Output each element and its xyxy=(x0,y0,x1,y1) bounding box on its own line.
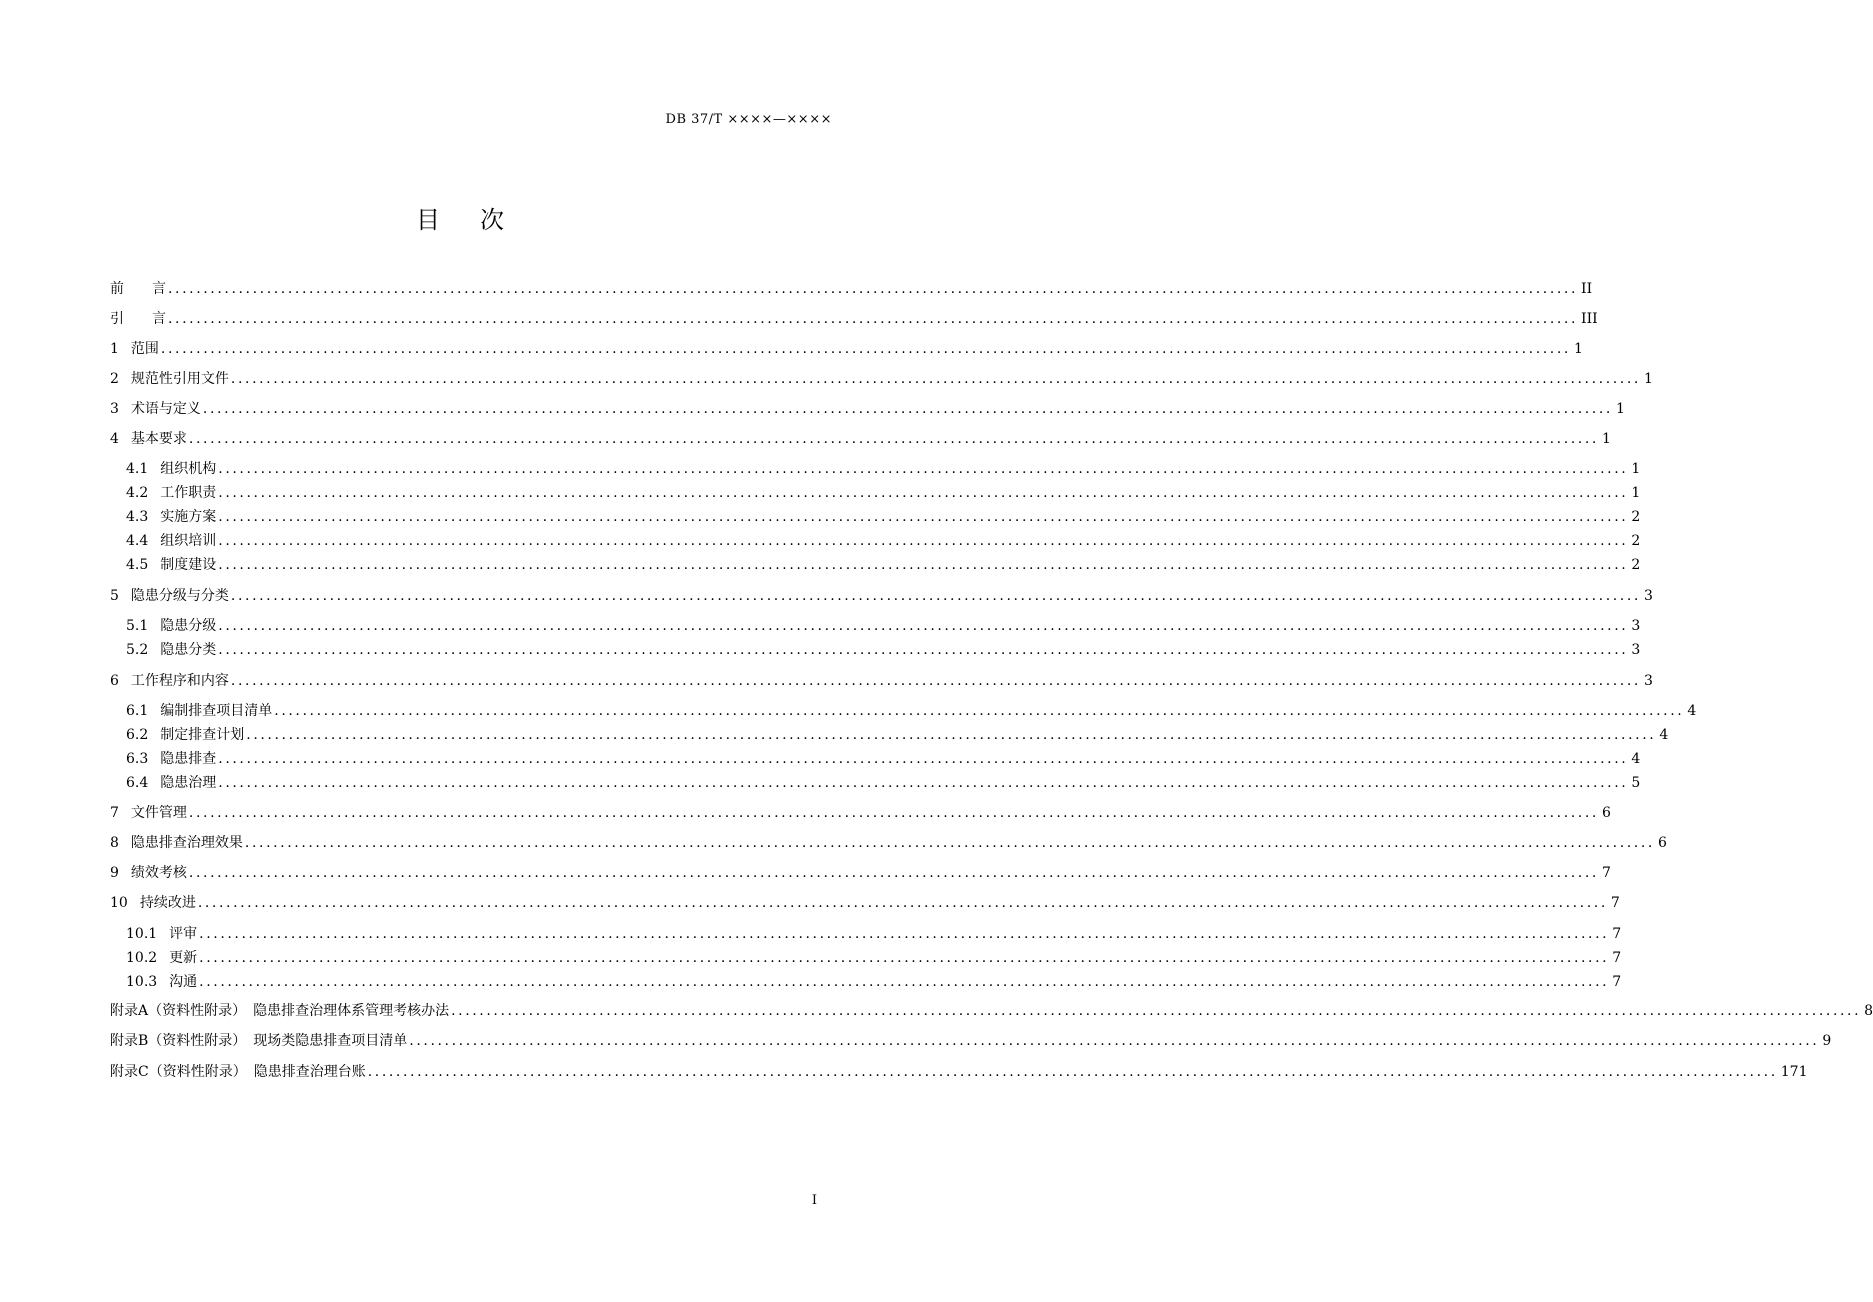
toc-dot-leader: ........................................................................................................................................................................................................ xyxy=(202,401,1613,417)
toc-dot-leader: ........................................................................................................................................................................................................ xyxy=(230,371,1641,387)
toc-entry[interactable] xyxy=(126,615,1641,637)
toc-entry-page: 3 xyxy=(1631,642,1641,658)
toc-entry[interactable] xyxy=(110,428,1611,450)
toc-dot-leader: ........................................................................................................................................................................................................ xyxy=(168,311,1579,327)
toc-dot-leader: ........................................................................................................................................................................................................ xyxy=(244,835,1655,851)
toc-entry-label: 绩效考核 xyxy=(130,865,187,881)
toc-entry-label: 隐患治理 xyxy=(160,775,217,791)
toc-entry-page: 171 xyxy=(1780,1064,1808,1080)
toc-entry-page: 1 xyxy=(1643,371,1653,387)
toc-entry[interactable] xyxy=(110,670,1653,692)
toc-entry-label: 术语与定义 xyxy=(130,401,201,417)
document-code: DB 37/T ××××—×××× xyxy=(665,112,832,127)
toc-entry[interactable] xyxy=(126,700,1697,722)
toc-entry-page: 2 xyxy=(1631,509,1641,525)
toc-entry[interactable] xyxy=(110,892,1620,914)
toc-entry-label: 前 言 xyxy=(110,281,166,297)
toc-entry-page: 1 xyxy=(1573,341,1583,357)
toc-entry-page: 4 xyxy=(1631,751,1641,767)
toc-entry[interactable] xyxy=(126,639,1641,661)
toc-entry-label: 隐患分级与分类 xyxy=(130,588,229,604)
toc-entry-page: 2 xyxy=(1631,533,1641,549)
toc-entry-label: 文件管理 xyxy=(130,805,187,821)
toc-entry-page: 4 xyxy=(1659,727,1669,743)
toc-entry-label: 更新 xyxy=(169,950,198,966)
toc-entry-number: 6.3 xyxy=(126,751,149,767)
toc-entry-label: 工作程序和内容 xyxy=(130,673,229,689)
toc-entry[interactable] xyxy=(110,802,1611,824)
toc-entry-page: III xyxy=(1581,311,1598,327)
toc-entry-number: 10.2 xyxy=(126,950,158,966)
toc-entry-page: 3 xyxy=(1631,618,1641,634)
toc-entry-number: 10.1 xyxy=(126,926,158,942)
toc-entry-label: 实施方案 xyxy=(160,509,217,525)
toc-entry-number: 10 xyxy=(110,895,128,911)
toc-entry-number: 4.3 xyxy=(126,509,149,525)
toc-dot-leader: ........................................................................................................................................................................................................ xyxy=(409,1033,1820,1049)
toc-dot-leader: ........................................................................................................................................................................................................ xyxy=(218,642,1629,658)
toc-entry-label: 组织机构 xyxy=(160,461,217,477)
toc-entry-number: 7 xyxy=(110,805,119,821)
toc-entry-label: 基本要求 xyxy=(130,431,187,447)
page-title: 目次 xyxy=(416,206,544,234)
toc-dot-leader: ........................................................................................................................................................................................................ xyxy=(188,805,1599,821)
toc-dot-leader: ........................................................................................................................................................................................................ xyxy=(218,533,1629,549)
toc-dot-leader: ........................................................................................................................................................................................................ xyxy=(218,461,1629,477)
toc-entry[interactable] xyxy=(126,482,1641,504)
toc-entry-number: 1 xyxy=(110,341,119,357)
toc-dot-leader: ........................................................................................................................................................................................................ xyxy=(160,341,1571,357)
toc-entry-number: 4.1 xyxy=(126,461,149,477)
toc-entry[interactable] xyxy=(126,458,1641,480)
toc-entry-number: 5.1 xyxy=(126,618,149,634)
toc-entry-page: 7 xyxy=(1610,895,1620,911)
toc-entry-number: 5 xyxy=(110,588,119,604)
toc-entry-page: 3 xyxy=(1643,588,1653,604)
toc-dot-leader: ........................................................................................................................................................................................................ xyxy=(218,618,1629,634)
toc-entry[interactable] xyxy=(110,368,1653,390)
toc-entry-page: 7 xyxy=(1601,865,1611,881)
toc-entry-page: 8 xyxy=(1864,1003,1873,1019)
toc-dot-leader: ........................................................................................................................................................................................................ xyxy=(168,281,1579,297)
toc-dot-leader: ........................................................................................................................................................................................................ xyxy=(230,673,1641,689)
toc-entry-page: 1 xyxy=(1615,401,1625,417)
toc-dot-leader: ........................................................................................................................................................................................................ xyxy=(199,950,1610,966)
toc-entry-number: 5.2 xyxy=(126,642,149,658)
toc-entry[interactable] xyxy=(110,832,1667,854)
toc-entry-page: 3 xyxy=(1643,673,1653,689)
toc-entry-label: 隐患分级 xyxy=(160,618,217,634)
toc-entry-number: 10.3 xyxy=(126,974,158,990)
toc-entry[interactable] xyxy=(110,278,1593,300)
toc-entry-page: 2 xyxy=(1631,557,1641,573)
toc-entry-number: 8 xyxy=(110,835,119,851)
toc-entry-page: 1 xyxy=(1631,485,1641,501)
toc-entry[interactable] xyxy=(110,1061,1808,1083)
toc-dot-leader: ........................................................................................................................................................................................................ xyxy=(246,727,1657,743)
toc-entry-number: 6 xyxy=(110,673,119,689)
toc-entry-number: 4.2 xyxy=(126,485,149,501)
toc-dot-leader: ........................................................................................................................................................................................................ xyxy=(188,865,1599,881)
toc-entry-page: 6 xyxy=(1601,805,1611,821)
toc-entry[interactable] xyxy=(126,506,1641,528)
toc-dot-leader: ........................................................................................................................................................................................................ xyxy=(197,895,1608,911)
toc-entry-page: 7 xyxy=(1612,950,1622,966)
toc-dot-leader: ........................................................................................................................................................................................................ xyxy=(367,1064,1778,1080)
toc-entry-label: 工作职责 xyxy=(160,485,217,501)
toc-entry-label: 范围 xyxy=(130,341,159,357)
toc-entry[interactable] xyxy=(110,308,1598,330)
toc-entry[interactable] xyxy=(126,923,1622,945)
toc-entry[interactable] xyxy=(110,338,1583,360)
page-number: I xyxy=(811,1193,817,1208)
toc-entry-page: 7 xyxy=(1612,974,1622,990)
toc-dot-leader: ........................................................................................................................................................................................................ xyxy=(218,775,1629,791)
toc-entry[interactable] xyxy=(110,398,1625,420)
toc-entry[interactable] xyxy=(110,1030,1832,1052)
toc-entry-label: 附录C（资料性附录） 隐患排查治理台账 xyxy=(110,1064,366,1080)
toc-entry-page: 4 xyxy=(1687,703,1697,719)
toc-entry-page: 5 xyxy=(1631,775,1641,791)
toc-entry-page: II xyxy=(1581,281,1593,297)
toc-entry[interactable] xyxy=(126,530,1641,552)
toc-dot-leader: ........................................................................................................................................................................................................ xyxy=(218,557,1629,573)
toc-entry-number: 6.1 xyxy=(126,703,149,719)
toc-dot-leader: ........................................................................................................................................................................................................ xyxy=(218,509,1629,525)
toc-entry-label: 隐患分类 xyxy=(160,642,217,658)
toc-entry-label: 制定排查计划 xyxy=(160,727,245,743)
toc-entry-number: 6.4 xyxy=(126,775,149,791)
toc-entry[interactable] xyxy=(126,748,1641,770)
toc-dot-leader: ........................................................................................................................................................................................................ xyxy=(199,974,1610,990)
toc-entry[interactable] xyxy=(126,724,1669,746)
toc-entry-number: 4 xyxy=(110,431,119,447)
toc-entry-number: 4.5 xyxy=(126,557,149,573)
toc-entry-label: 沟通 xyxy=(169,974,198,990)
toc-entry-page: 1 xyxy=(1631,461,1641,477)
toc-dot-leader: ........................................................................................................................................................................................................ xyxy=(451,1003,1862,1019)
toc-entry-page: 7 xyxy=(1612,926,1622,942)
toc-dot-leader: ........................................................................................................................................................................................................ xyxy=(218,485,1629,501)
toc-entry-label: 制度建设 xyxy=(160,557,217,573)
toc-entry-label: 附录B（资料性附录） 现场类隐患排查项目清单 xyxy=(110,1033,408,1049)
toc-entry-label: 编制排查项目清单 xyxy=(160,703,273,719)
toc-entry-label: 评审 xyxy=(169,926,198,942)
toc-entry-label: 组织培训 xyxy=(160,533,217,549)
toc-entry[interactable] xyxy=(126,947,1622,969)
toc-entry-page: 9 xyxy=(1822,1033,1832,1049)
toc-entry-page: 6 xyxy=(1657,835,1667,851)
toc-entry-number: 3 xyxy=(110,401,119,417)
toc-entry[interactable] xyxy=(110,585,1653,607)
toc-dot-leader: ........................................................................................................................................................................................................ xyxy=(188,431,1599,447)
toc-entry-label: 持续改进 xyxy=(139,895,196,911)
toc-entry-number: 9 xyxy=(110,865,119,881)
toc-entry[interactable] xyxy=(110,862,1611,884)
toc-entry[interactable] xyxy=(110,1000,1873,1022)
toc-entry[interactable] xyxy=(126,971,1622,993)
toc-entry-number: 6.2 xyxy=(126,727,149,743)
toc-entry[interactable] xyxy=(126,772,1641,794)
toc-entry-label: 隐患排查 xyxy=(160,751,217,767)
toc-dot-leader: ........................................................................................................................................................................................................ xyxy=(274,703,1685,719)
toc-entry-number: 2 xyxy=(110,371,119,387)
toc-dot-leader: ........................................................................................................................................................................................................ xyxy=(218,751,1629,767)
toc-entry-label: 规范性引用文件 xyxy=(130,371,229,387)
toc-entry-label: 隐患排查治理效果 xyxy=(130,835,243,851)
toc-dot-leader: ........................................................................................................................................................................................................ xyxy=(230,588,1641,604)
toc-dot-leader: ........................................................................................................................................................................................................ xyxy=(199,926,1610,942)
toc-entry-page: 1 xyxy=(1601,431,1611,447)
toc-entry-label: 引 言 xyxy=(110,311,166,327)
toc-entry[interactable] xyxy=(126,554,1641,576)
toc-entry-number: 4.4 xyxy=(126,533,149,549)
toc-entry-label: 附录A（资料性附录） 隐患排查治理体系管理考核办法 xyxy=(110,1003,450,1019)
